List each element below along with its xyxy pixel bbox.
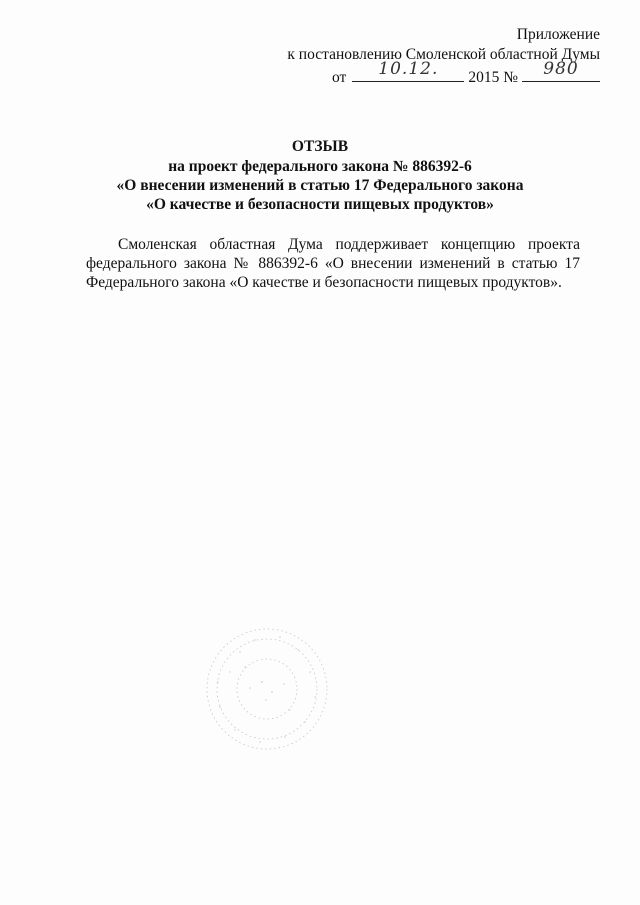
year-number-label: 2015 № xyxy=(468,69,518,86)
appendix-label: Приложение xyxy=(516,26,600,43)
document-title xyxy=(0,137,640,214)
number-blank xyxy=(522,59,600,82)
date-blank xyxy=(352,59,464,82)
resolution-reference: к постановлению Смоленской областной Думы xyxy=(287,46,600,63)
date-number-line xyxy=(287,59,600,88)
handwritten-date: 10.12. xyxy=(378,59,439,79)
title-heading: ОТЗЫВ xyxy=(291,138,349,155)
date-prefix: от xyxy=(332,69,347,86)
title-line-3: «О качестве и безопасности пищевых продуктов» xyxy=(146,196,494,213)
body-paragraph: Смоленская областная Дума поддерживает концепцию проекта федерального закона № 886392-6 «О внесении изменений в статью 17 Федерального закона «О качестве и безопасности пищевых продуктов». xyxy=(86,236,580,291)
stamp-impression xyxy=(200,622,335,757)
handwritten-number: 980 xyxy=(543,59,579,79)
title-line-2: «О внесении изменений в статью 17 Федерального закона xyxy=(116,177,524,194)
appendix-header xyxy=(287,25,600,88)
document-body xyxy=(86,235,580,292)
title-line-1: на проект федерального закона № 886392-6 xyxy=(168,158,472,175)
